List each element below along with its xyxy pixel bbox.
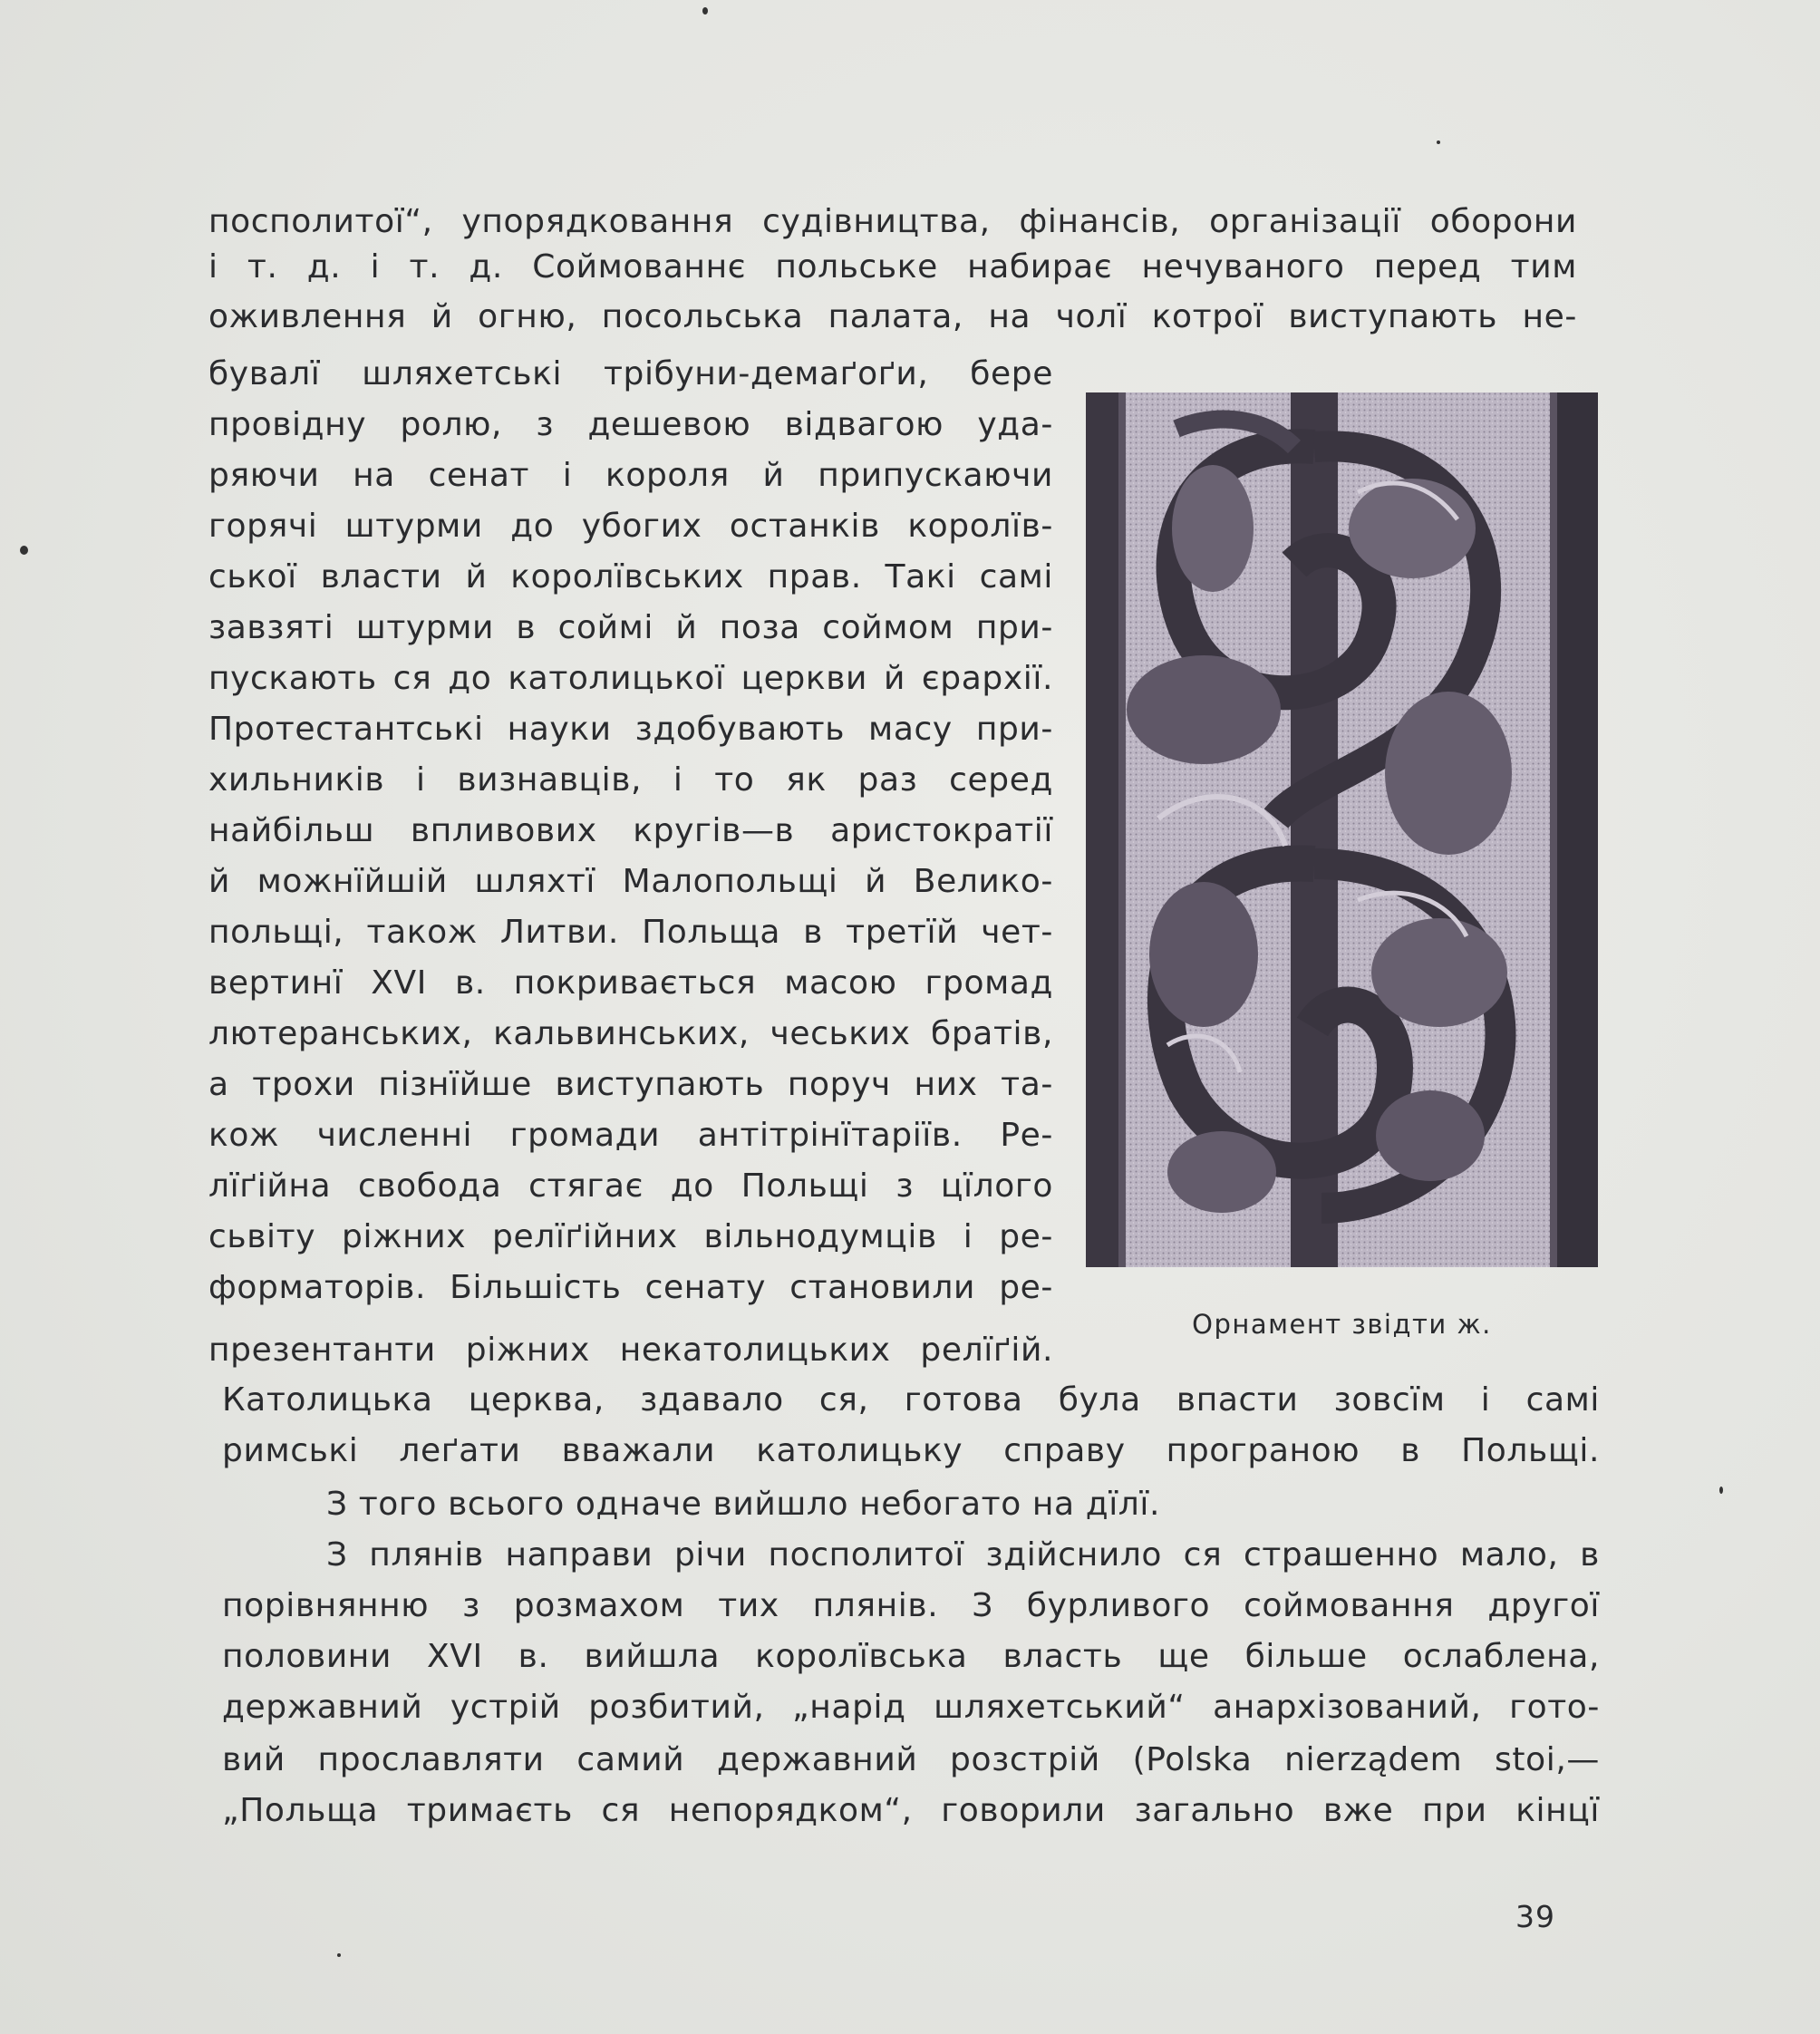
text-line: сьвіту ріжних релїґійних вільнодумців і ре- bbox=[208, 1218, 1053, 1255]
text-line: пускають ся до католицької церкви й єрархії. bbox=[208, 660, 1053, 697]
text-line: оживлення й огню, посольська палата, на чолї котрої виступають не- bbox=[208, 298, 1577, 335]
text-line: державний устрій розбитий, „нарід шляхетський“ анархізований, гото- bbox=[222, 1689, 1600, 1726]
text-line: ської власти й королївських прав. Такі самі bbox=[208, 558, 1053, 596]
text-line: вертинї XVI в. покривається масою громад bbox=[208, 964, 1053, 1002]
speck bbox=[1719, 1487, 1723, 1494]
text-line: лїґійна свобода стягає до Польщі з цїлого bbox=[208, 1167, 1053, 1205]
text-line: З плянів направи річи посполитої здійснило ся страшенно мало, в bbox=[326, 1536, 1600, 1574]
speck bbox=[20, 546, 28, 555]
text-line: й можнїйшій шляхтї Малопольщі й Велико- bbox=[208, 863, 1053, 900]
speck bbox=[337, 1953, 341, 1957]
text-line: римські леґати вважали католицьку справу програною в Польщі. bbox=[222, 1432, 1600, 1469]
text-line: вий прославляти самий державний розстрій (Polska nierządem stoi,— bbox=[222, 1741, 1600, 1778]
text-line: презентанти ріжних некатолицьких релїґій. bbox=[208, 1332, 1053, 1369]
text-line: і т. д. і т. д. Соймованнє польське набирає нечуваного перед тим bbox=[208, 248, 1577, 286]
text-line: найбільш впливових кругів—в аристократії bbox=[208, 812, 1053, 849]
figure-caption: Орнамент звідти ж. bbox=[1192, 1309, 1492, 1340]
text-line: а трохи пізнїйше виступають поруч них та- bbox=[208, 1066, 1053, 1103]
text-line: форматорів. Більшість сенату становили ре- bbox=[208, 1269, 1053, 1306]
text-line: Протестантські науки здобувають масу при- bbox=[208, 711, 1053, 748]
text-line: ряючи на сенат і короля й припускаючи bbox=[208, 457, 1053, 494]
text-line: завзяті штурми в соймі й поза соймом при- bbox=[208, 609, 1053, 646]
page-number: 39 bbox=[1515, 1899, 1555, 1934]
text-line: бувалї шляхетські трібуни-демаґоґи, бере bbox=[208, 355, 1053, 392]
text-line: польщі, також Литви. Польща в третїй чет- bbox=[208, 914, 1053, 951]
text-line: посполитої“, упорядковання судівництва, фінансів, організації оборони bbox=[208, 203, 1577, 240]
text-line: порівнянню з розмахом тих плянів. З бурливого соймовання другої bbox=[222, 1587, 1600, 1624]
text-line: З того всього одначе вийшло небогато на дїлї. bbox=[326, 1486, 1161, 1523]
text-line: лютеранських, кальвинських, чеських братів, bbox=[208, 1015, 1053, 1052]
text-line: кож численні громади антітрінїтаріїв. Ре- bbox=[208, 1117, 1053, 1154]
text-line: половини XVI в. вийшла королївська власть ще більше ослаблена, bbox=[222, 1638, 1600, 1675]
text-line: провідну ролю, з дешевою відвагою уда- bbox=[208, 406, 1053, 443]
text-line: „Польща тримаєть ся непорядком“, говорили загально вже при кінцї bbox=[222, 1792, 1600, 1829]
text-line: горячі штурми до убогих останків королїв- bbox=[208, 508, 1053, 545]
ornament-image bbox=[1086, 392, 1598, 1267]
text-line: хильників і визнавців, і то як раз серед bbox=[208, 761, 1053, 799]
speck bbox=[702, 7, 708, 15]
speck bbox=[1437, 140, 1440, 144]
text-line: Католицька церква, здавало ся, готова була впасти зовсїм і самі bbox=[222, 1381, 1600, 1419]
